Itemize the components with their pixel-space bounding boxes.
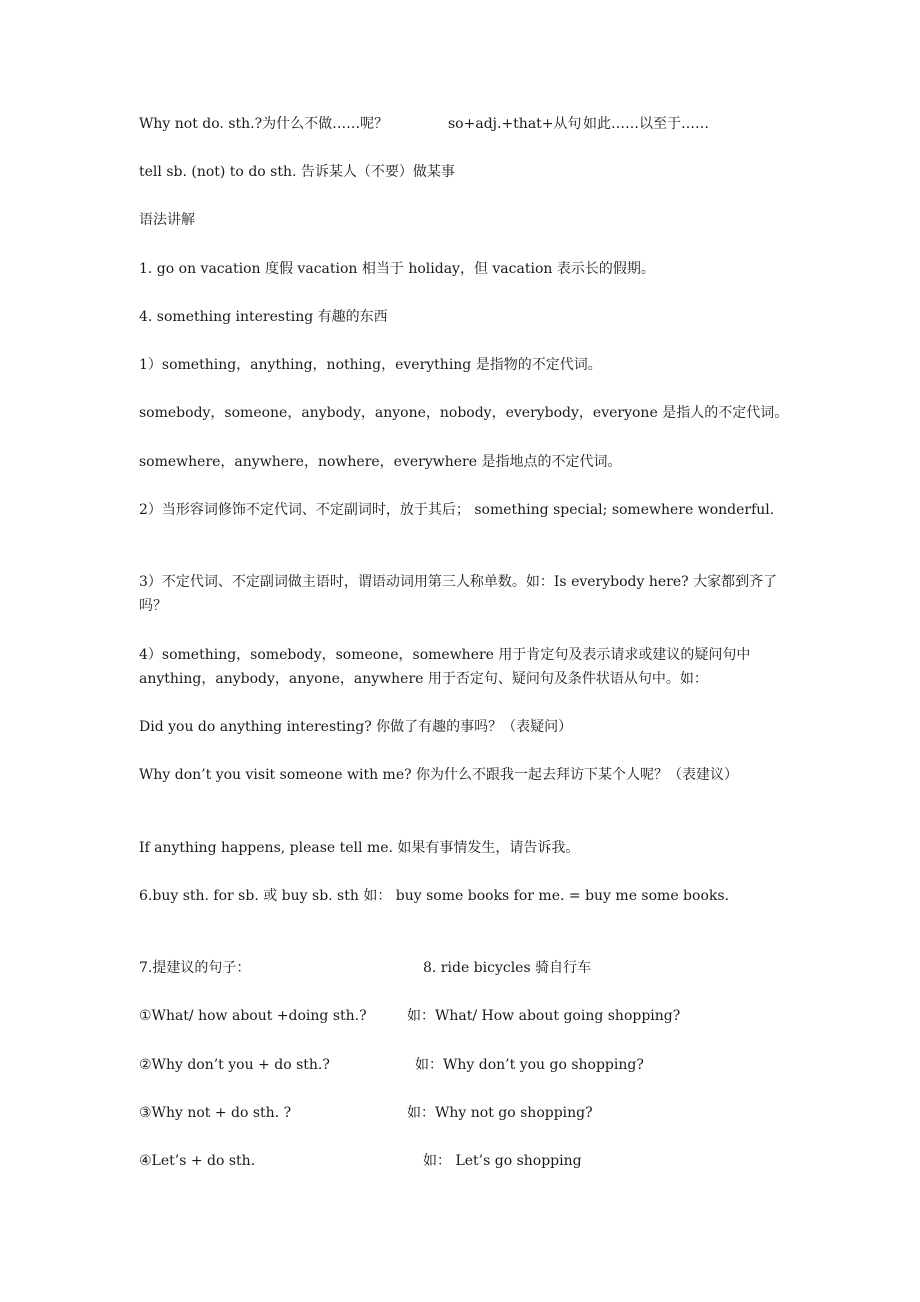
suggestion-3-example: 如：Why not go shopping? [407, 1105, 593, 1121]
suggestion-1-example: 如：What/ How about going shopping? [407, 1008, 681, 1024]
line-why-not [139, 112, 709, 136]
suggestion-2-example: 如：Why don’t you go shopping? [415, 1057, 644, 1073]
example-question: Did you do anything interesting? 你做了有趣的事吗？（表疑问） [139, 719, 573, 735]
so-that-meaning: 如此……以至于…… [583, 116, 709, 132]
point-8-ride: 8. ride bicycles 骑自行车 [423, 960, 592, 976]
line-tell-sb: tell sb. (not) to do sth. 告诉某人（不要）做某事 [139, 164, 455, 180]
rule-1-people: somebody，someone，anybody，anyone，nobody，everybody，everyone 是指人的不定代词。 [139, 405, 789, 421]
rule-1-places: somewhere，anywhere，nowhere，everywhere 是指地点的不定代词。 [139, 454, 622, 470]
example-condition: If anything happens, please tell me. 如果有事情发生，请告诉我。 [139, 840, 580, 856]
suggestion-3 [139, 1101, 593, 1125]
rule-1-things: 1）something，anything，nothing，everything 是指物的不定代词。 [139, 357, 602, 373]
point-4-heading: 4. something interesting 有趣的东西 [139, 309, 388, 325]
rule-4-usage: 4）something，somebody，someone，somewhere 用于肯定句及表示请求或建议的疑问句中 anything，anybody，anyone，anywhere 用于否定句、疑问句及条件状语从句中。如： [139, 647, 751, 687]
rule-2-adjective: 2）当形容词修饰不定代词、不定副词时，放于其后； something special; somewhere wonderful. [139, 502, 775, 518]
so-that-phrase: so+adj.+that+从句 [448, 116, 582, 132]
rule-3-singular: 3）不定代词、不定副词做主语时，谓语动词用第三人称单数。如：Is everybody here? 大家都到齐了吗？ [139, 574, 778, 614]
suggestion-3-pattern: ③Why not + do sth. ? [139, 1105, 292, 1121]
suggestion-4 [139, 1149, 582, 1173]
point-1-vacation: 1. go on vacation 度假 vacation 相当于 holiday，但 vacation 表示长的假期。 [139, 261, 655, 277]
point-6-buy: 6.buy sth. for sb. 或 buy sb. sth 如： buy some books for me. = buy me some books. [139, 888, 729, 904]
section-heading-grammar: 语法讲解 [139, 212, 195, 228]
example-suggestion: Why don’t you visit someone with me? 你为什么不跟我一起去拜访下某个人呢？（表建议） [139, 767, 739, 783]
suggestion-2-pattern: ②Why don’t you + do sth.? [139, 1057, 330, 1073]
suggestion-4-pattern: ④Let’s + do sth. [139, 1153, 256, 1169]
suggestion-1-pattern: ①What/ how about +doing sth.? [139, 1008, 367, 1024]
suggestion-1 [139, 1004, 681, 1028]
why-not-phrase: Why not do. sth.?为什么不做……呢？ [139, 116, 389, 132]
point-7-heading: 7.提建议的句子： [139, 960, 251, 976]
line-suggestions-heading [139, 956, 592, 980]
suggestion-2 [139, 1053, 644, 1077]
suggestion-4-example: 如： Let’s go shopping [423, 1153, 582, 1169]
